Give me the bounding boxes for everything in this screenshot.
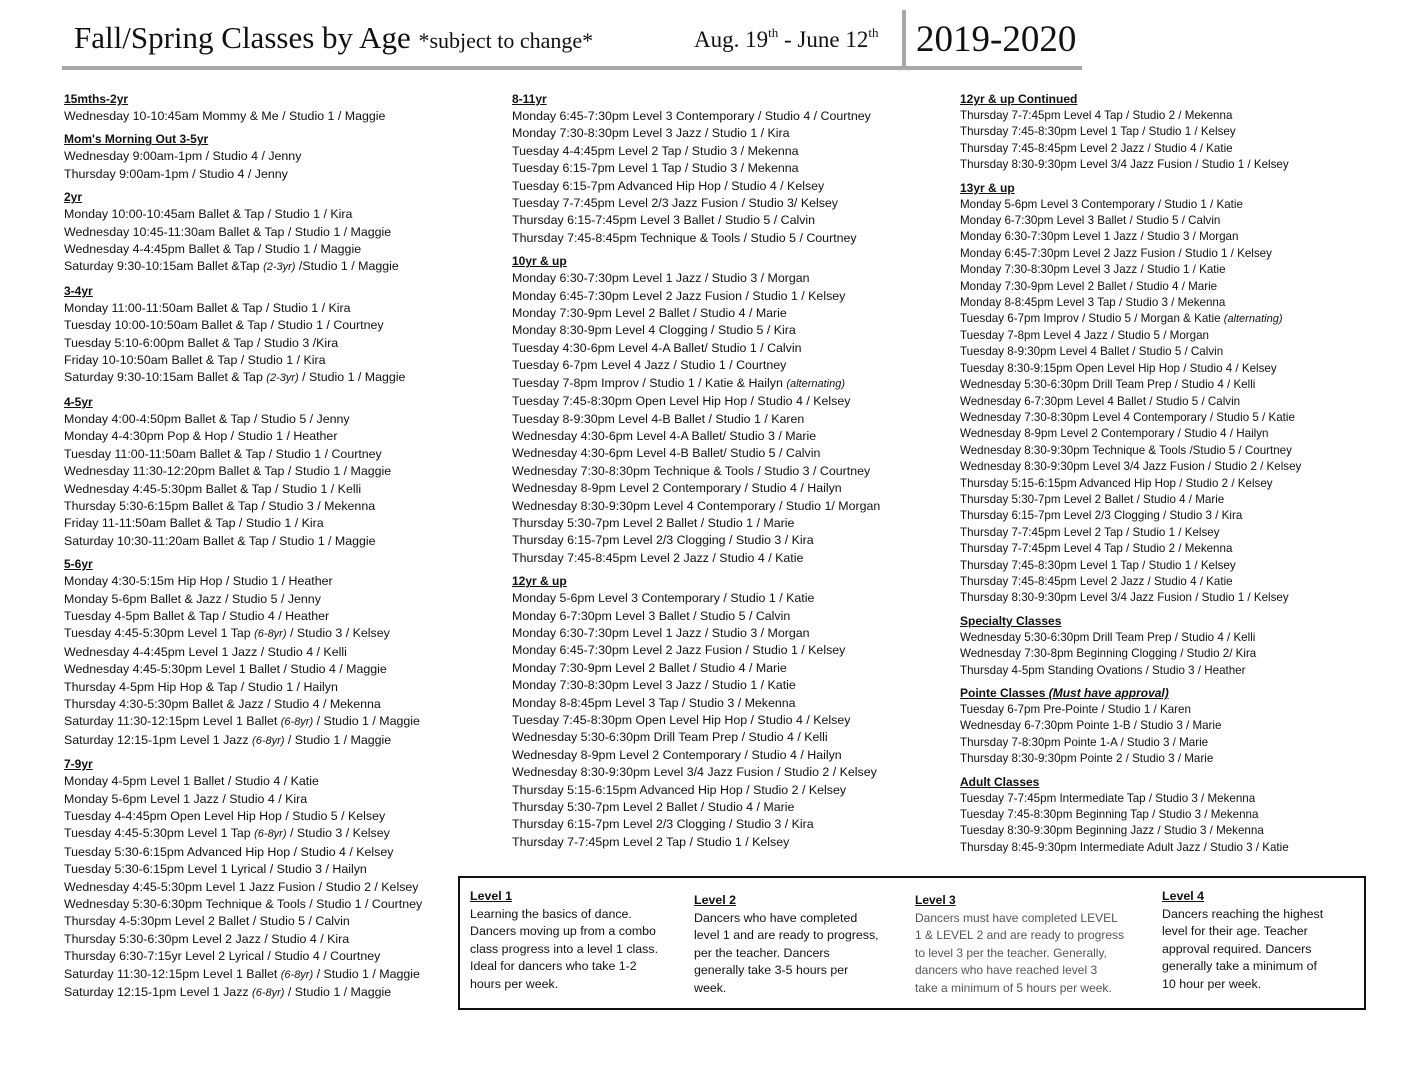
class-entry: Thursday 7:45-8:45pm Level 2 Jazz / Studio 4 / Katie <box>960 141 1233 155</box>
section-heading: 12yr & up Continued <box>960 92 1078 106</box>
class-entry: Tuesday 7-8pm Improv / Studio 1 / Katie & Hailyn (alternating) <box>512 375 846 390</box>
class-entry: Thursday 7-8:30pm Pointe 1-A / Studio 3 / Marie <box>960 735 1209 749</box>
class-entry: Monday 7:30-9pm Level 2 Ballet / Studio 4 / Marie <box>512 660 787 675</box>
class-entry: Thursday 9:00am-1pm / Studio 4 / Jenny <box>64 166 288 181</box>
subtitle-note: *subject to change* <box>418 28 594 53</box>
class-entry: Thursday 7:45-8:30pm Level 1 Tap / Studio 1 / Kelsey <box>960 558 1236 572</box>
level-text-line: Ideal for dancers who take 1-2 <box>470 959 637 974</box>
level-text-line: Dancers reaching the highest <box>1162 906 1324 921</box>
class-entry: Tuesday 6-7pm Level 4 Jazz / Studio 1 / Courtney <box>512 358 787 373</box>
class-entry: Tuesday 6:15-7pm Advanced Hip Hop / Studio 4 / Kelsey <box>512 178 825 193</box>
class-entry: Monday 7:30-8:30pm Level 3 Jazz / Studio 1 / Kira <box>512 126 790 141</box>
level-text-line: level 1 and are ready to progress, <box>694 928 879 943</box>
class-entry: Thursday 5:30-7pm Level 2 Ballet / Studio 4 / Marie <box>512 800 795 815</box>
class-entry: Monday 6:45-7:30pm Level 2 Jazz Fusion / Studio 1 / Kelsey <box>960 246 1272 260</box>
level-text-line: 10 hour per week. <box>1162 976 1262 991</box>
class-entry: Tuesday 4-4:45pm Level 2 Tap / Studio 3 / Mekenna <box>512 143 799 158</box>
date-end-suffix: th <box>868 25 879 40</box>
class-entry: Tuesday 6-7pm Pre-Pointe / Studio 1 / Karen <box>960 703 1191 716</box>
class-entry: Tuesday 5:30-6:15pm Level 1 Lyrical / Studio 3 / Hailyn <box>64 862 367 877</box>
class-entry: Tuesday 5:30-6:15pm Advanced Hip Hop / Studio 4 / Kelsey <box>64 844 394 859</box>
class-section <box>64 756 464 1002</box>
class-entry: Wednesday 10:45-11:30am Ballet & Tap / Studio 1 / Maggie <box>64 224 392 239</box>
class-entry: Wednesday 10-10:45am Mommy & Me / Studio 1 / Maggie <box>64 109 386 123</box>
class-entry: Monday 6:45-7:30pm Level 2 Jazz Fusion / Studio 1 / Kelsey <box>512 643 846 658</box>
italic-note: (Must have approval) <box>1048 686 1169 700</box>
title-text: Fall/Spring Classes by Age <box>74 20 411 55</box>
class-entry: Tuesday 8-9:30pm Level 4-B Ballet / Studio 1 / Karen <box>512 411 805 426</box>
class-entry: Tuesday 7-7:45pm Intermediate Tap / Studio 3 / Mekenna <box>960 791 1256 805</box>
class-entry: Saturday 11:30-12:15pm Level 1 Ballet (6-8yr) / Studio 1 / Maggie <box>64 714 420 729</box>
class-entry: Thursday 8:30-9:30pm Level 3/4 Jazz Fusion / Studio 1 / Kelsey <box>960 591 1289 605</box>
class-entry: Friday 11-11:50am Ballet & Tap / Studio 1 / Kira <box>64 516 324 531</box>
class-entry: Thursday 5:30-6:15pm Ballet & Tap / Studio 3 / Mekenna <box>64 498 376 513</box>
class-entry: Wednesday 6-7:30pm Pointe 1-B / Studio 3 / Marie <box>960 719 1222 733</box>
class-entry: Tuesday 7:45-8:30pm Open Level Hip Hop / Studio 4 / Kelsey <box>512 713 851 727</box>
class-entry: Wednesday 5:30-6:30pm Drill Team Prep / Studio 4 / Kelli <box>960 378 1256 392</box>
class-entry: Thursday 5:15-6:15pm Advanced Hip Hop / Studio 2 / Kelsey <box>960 476 1273 490</box>
class-entry: Monday 5-6pm Ballet & Jazz / Studio 5 / Jenny <box>64 591 321 606</box>
italic-note: (6-8yr) <box>280 716 314 729</box>
level-text-line: hours per week. <box>470 976 559 991</box>
class-entry: Thursday 6:15-7pm Level 2/3 Clogging / Studio 3 / Kira <box>960 509 1243 523</box>
italic-note: (2-3yr) <box>266 372 299 385</box>
class-entry: Thursday 4-5:30pm Level 2 Ballet / Studio 5 / Calvin <box>64 914 350 929</box>
class-entry: Thursday 7-7:45pm Level 4 Tap / Studio 2 / Mekenna <box>960 542 1233 556</box>
level-text-line: to level 3 per the teacher. Generally, <box>915 945 1107 960</box>
class-entry: Wednesday 9:00am-1pm / Studio 4 / Jenny <box>64 149 302 164</box>
level-1-description <box>470 888 675 994</box>
schedule-column-1 <box>64 91 464 1008</box>
class-entry: Saturday 12:15-1pm Level 1 Jazz (6-8yr) / Studio 1 / Maggie <box>64 732 392 747</box>
class-entry: Wednesday 4:30-6pm Level 4-B Ballet/ Studio 5 / Calvin <box>512 446 821 461</box>
level-2-description <box>694 892 894 998</box>
level-4-description <box>1162 888 1358 994</box>
section-heading: 7-9yr <box>64 757 93 772</box>
level-text-line: generally take a minimum of <box>1162 959 1317 974</box>
class-entry: Thursday 4:30-5:30pm Ballet & Jazz / Studio 4 / Mekenna <box>64 696 381 711</box>
class-section <box>960 774 1380 857</box>
date-separator: - <box>778 27 798 52</box>
level-heading: Level 2 <box>694 893 737 907</box>
class-entry: Saturday 9:30-10:15am Ballet & Tap (2-3yr) / Studio 1 / Maggie <box>64 370 406 385</box>
class-entry: Thursday 4-5pm Standing Ovations / Studio 3 / Heather <box>960 663 1246 677</box>
class-entry: Wednesday 8-9pm Level 2 Contemporary / Studio 4 / Hailyn <box>960 427 1269 441</box>
section-heading: 10yr & up <box>512 254 567 269</box>
class-section <box>512 253 932 567</box>
class-section <box>64 91 464 125</box>
level-descriptions-box <box>458 876 1366 1010</box>
section-heading: 15mths-2yr <box>64 92 129 106</box>
header-divider <box>62 66 1082 70</box>
class-entry: Thursday 7:45-8:30pm Level 1 Tap / Studio 1 / Kelsey <box>960 125 1236 139</box>
italic-note: (6-8yr) <box>254 828 287 841</box>
class-entry: Wednesday 8:30-9:30pm Technique & Tools /Studio 5 / Courtney <box>960 443 1292 457</box>
class-entry: Monday 5-6pm Level 3 Contemporary / Studio 1 / Katie <box>960 197 1243 211</box>
italic-note: (6-8yr) <box>280 968 314 981</box>
class-entry: Thursday 8:45-9:30pm Intermediate Adult Jazz / Studio 3 / Katie <box>960 840 1289 854</box>
class-entry: Tuesday 7:45-8:30pm Beginning Tap / Studio 3 / Mekenna <box>960 808 1259 822</box>
section-heading: Mom's Morning Out 3-5yr <box>64 132 209 147</box>
class-entry: Wednesday 4:45-5:30pm Level 1 Ballet / Studio 4 / Maggie <box>64 662 387 677</box>
class-entry: Monday 6-7:30pm Level 3 Ballet / Studio 5 / Calvin <box>512 608 791 623</box>
class-section <box>512 91 932 247</box>
italic-note: (alternating) <box>786 377 846 390</box>
section-heading: 12yr & up <box>512 574 567 589</box>
class-entry: Wednesday 4-4:45pm Ballet & Tap / Studio 1 / Maggie <box>64 242 362 257</box>
class-entry: Thursday 7:45-8:45pm Level 2 Jazz / Studio 4 / Katie <box>512 550 804 565</box>
class-entry: Wednesday 8-9pm Level 2 Contemporary / Studio 4 / Hailyn <box>512 747 842 762</box>
school-year: 2019-2020 <box>916 19 1077 60</box>
page-title <box>74 20 593 56</box>
date-start: Aug. 19 <box>694 27 769 52</box>
class-entry: Monday 6:30-7:30pm Level 1 Jazz / Studio 3 / Morgan <box>512 271 810 286</box>
class-section <box>64 394 464 550</box>
class-entry: Thursday 7-7:45pm Level 2 Tap / Studio 1 / Kelsey <box>960 525 1220 539</box>
class-entry: Tuesday 5:10-6:00pm Ballet & Tap / Studio 3 /Kira <box>64 335 339 350</box>
class-entry: Wednesday 5:30-6:30pm Drill Team Prep / Studio 4 / Kelli <box>960 630 1256 644</box>
class-entry: Wednesday 5:30-6:30pm Drill Team Prep / Studio 4 / Kelli <box>512 730 828 745</box>
level-text-line: generally take 3-5 hours per <box>694 963 849 978</box>
section-heading: 4-5yr <box>64 394 93 409</box>
class-entry: Tuesday 4-4:45pm Open Level Hip Hop / Studio 5 / Kelsey <box>64 809 386 823</box>
date-end: June 12 <box>797 27 869 52</box>
class-entry: Monday 5-6pm Level 3 Contemporary / Studio 1 / Katie <box>512 591 815 606</box>
class-entry: Monday 4:30-5:15m Hip Hop / Studio 1 / Heather <box>64 574 333 589</box>
class-entry: Monday 7:30-9pm Level 2 Ballet / Studio 4 / Marie <box>960 279 1218 293</box>
schedule-column-3 <box>960 91 1380 862</box>
class-entry: Monday 7:30-9pm Level 2 Ballet / Studio 4 / Marie <box>512 306 787 321</box>
class-entry: Thursday 7-7:45pm Level 4 Tap / Studio 2 / Mekenna <box>960 109 1233 122</box>
class-entry: Thursday 5:15-6:15pm Advanced Hip Hop / Studio 2 / Kelsey <box>512 782 847 797</box>
class-entry: Tuesday 4-5pm Ballet & Tap / Studio 4 / Heather <box>64 608 330 623</box>
class-entry: Monday 6:45-7:30pm Level 2 Jazz Fusion / Studio 1 / Kelsey <box>512 288 846 303</box>
class-entry: Tuesday 8:30-9:15pm Open Level Hip Hop / Studio 4 / Kelsey <box>960 361 1277 375</box>
class-entry: Friday 10-10:50am Ballet & Tap / Studio 1 / Kira <box>64 353 326 368</box>
section-heading: 8-11yr <box>512 92 547 106</box>
class-entry: Thursday 6:15-7pm Level 2/3 Clogging / Studio 3 / Kira <box>512 817 814 832</box>
class-entry: Wednesday 8:30-9:30pm Level 3/4 Jazz Fusion / Studio 2 / Kelsey <box>512 765 877 780</box>
class-entry: Wednesday 7:30-8:30pm Level 4 Contemporary / Studio 5 / Katie <box>960 410 1295 424</box>
header-divider-vertical <box>902 10 906 68</box>
class-entry: Thursday 6:15-7:45pm Level 3 Ballet / Studio 5 / Calvin <box>512 213 816 228</box>
level-text-line: class progress into a level 1 class. <box>470 941 659 956</box>
class-entry: Thursday 5:30-6:30pm Level 2 Jazz / Studio 4 / Kira <box>64 931 350 946</box>
class-entry: Tuesday 6:15-7pm Level 1 Tap / Studio 3 / Mekenna <box>512 161 799 176</box>
date-start-suffix: th <box>768 25 779 40</box>
class-entry: Wednesday 4-4:45pm Level 1 Jazz / Studio 4 / Kelli <box>64 644 347 659</box>
class-entry: Monday 5-6pm Level 1 Jazz / Studio 4 / Kira <box>64 791 308 806</box>
class-entry: Tuesday 11:00-11:50am Ballet & Tap / Studio 1 / Courtney <box>64 446 382 461</box>
class-entry: Wednesday 11:30-12:20pm Ballet & Tap / Studio 1 / Maggie <box>64 464 392 479</box>
class-entry: Thursday 4-5pm Hip Hop & Tap / Studio 1 / Hailyn <box>64 679 338 694</box>
class-entry: Wednesday 6-7:30pm Level 4 Ballet / Studio 5 / Calvin <box>960 394 1241 408</box>
class-section <box>64 131 464 183</box>
class-entry: Thursday 8:30-9:30pm Level 3/4 Jazz Fusion / Studio 1 / Kelsey <box>960 158 1289 172</box>
section-heading: Pointe Classes (Must have approval) <box>960 686 1169 700</box>
class-section <box>960 685 1380 768</box>
class-entry: Thursday 7:45-8:45pm Level 2 Jazz / Studio 4 / Katie <box>960 574 1233 588</box>
class-entry: Wednesday 8:30-9:30pm Level 4 Contemporary / Studio 1/ Morgan <box>512 498 881 513</box>
class-section <box>64 283 464 388</box>
class-entry: Monday 6:45-7:30pm Level 3 Contemporary / Studio 4 / Courtney <box>512 109 871 123</box>
class-entry: Wednesday 5:30-6:30pm Technique & Tools / Studio 1 / Courtney <box>64 897 423 912</box>
class-entry: Tuesday 6-7pm Improv / Studio 5 / Morgan & Katie (alternating) <box>960 312 1283 326</box>
class-entry: Tuesday 4:45-5:30pm Level 1 Tap (6-8yr) / Studio 3 / Kelsey <box>64 626 390 641</box>
level-heading: Level 4 <box>1162 889 1205 903</box>
class-entry: Monday 4-4:30pm Pop & Hop / Studio 1 / Heather <box>64 429 338 444</box>
class-entry: Monday 6-7:30pm Level 3 Ballet / Studio 5 / Calvin <box>960 214 1221 228</box>
class-entry: Wednesday 8:30-9:30pm Level 3/4 Jazz Fusion / Studio 2 / Kelsey <box>960 460 1302 474</box>
class-entry: Monday 7:30-8:30pm Level 3 Jazz / Studio 1 / Katie <box>960 263 1226 277</box>
italic-note: (6-8yr) <box>252 987 285 1000</box>
class-entry: Wednesday 8-9pm Level 2 Contemporary / Studio 4 / Hailyn <box>512 481 842 496</box>
class-entry: Thursday 6:15-7pm Level 2/3 Clogging / Studio 3 / Kira <box>512 533 814 548</box>
class-entry: Thursday 6:30-7:15yr Level 2 Lyrical / Studio 4 / Courtney <box>64 949 381 964</box>
class-entry: Monday 8:30-9pm Level 4 Clogging / Studio 5 / Kira <box>512 323 796 338</box>
section-heading: 5-6yr <box>64 557 93 572</box>
date-range <box>694 25 878 53</box>
level-text-line: dancers who have reached level 3 <box>915 963 1098 978</box>
section-heading: 13yr & up <box>960 180 1015 195</box>
class-entry: Wednesday 7:30-8pm Beginning Clogging / Studio 2/ Kira <box>960 647 1257 661</box>
level-text-line: Dancers who have completed <box>694 910 858 925</box>
class-entry: Saturday 12:15-1pm Level 1 Jazz (6-8yr) / Studio 1 / Maggie <box>64 985 392 1000</box>
level-text-line: Learning the basics of dance. <box>470 906 632 921</box>
class-entry: Monday 11:00-11:50am Ballet & Tap / Studio 1 / Kira <box>64 300 351 315</box>
section-heading: 2yr <box>64 190 83 205</box>
class-entry: Thursday 8:30-9:30pm Pointe 2 / Studio 3 / Marie <box>960 752 1214 766</box>
class-entry: Tuesday 4:45-5:30pm Level 1 Tap (6-8yr) / Studio 3 / Kelsey <box>64 826 390 841</box>
italic-note: (6-8yr) <box>252 734 285 747</box>
class-entry: Tuesday 8:30-9:30pm Beginning Jazz / Studio 3 / Mekenna <box>960 824 1264 838</box>
class-entry: Monday 8-8:45pm Level 3 Tap / Studio 3 / Mekenna <box>512 695 796 710</box>
class-section <box>64 189 464 277</box>
level-text-line: Dancers moving up from a combo <box>470 924 656 939</box>
class-entry: Tuesday 4:30-6pm Level 4-A Ballet/ Studio 1 / Calvin <box>512 340 802 355</box>
class-section <box>512 573 932 851</box>
class-entry: Saturday 10:30-11:20am Ballet & Tap / Studio 1 / Maggie <box>64 533 376 548</box>
italic-note: (6-8yr) <box>254 628 287 641</box>
class-entry: Wednesday 4:45-5:30pm Level 1 Jazz Fusion / Studio 2 / Kelsey <box>64 879 419 894</box>
class-section <box>960 613 1380 679</box>
level-text-line: level for their age. Teacher <box>1162 924 1308 939</box>
class-entry: Tuesday 7-7:45pm Level 2/3 Jazz Fusion / Studio 3/ Kelsey <box>512 196 839 211</box>
class-entry: Tuesday 7-8pm Level 4 Jazz / Studio 5 / Morgan <box>960 328 1209 342</box>
class-entry: Monday 6:30-7:30pm Level 1 Jazz / Studio 3 / Morgan <box>960 230 1239 244</box>
class-entry: Monday 4:00-4:50pm Ballet & Tap / Studio 5 / Jenny <box>64 411 350 426</box>
italic-note: (alternating) <box>1223 313 1283 326</box>
level-text-line: take a minimum of 5 hours per week. <box>915 980 1112 995</box>
level-text-line: week. <box>694 980 727 995</box>
class-entry: Tuesday 7:45-8:30pm Open Level Hip Hop / Studio 4 / Kelsey <box>512 394 851 409</box>
level-text-line: per the teacher. Dancers <box>694 945 830 960</box>
class-entry: Thursday 5:30-7pm Level 2 Ballet / Studio 4 / Marie <box>960 492 1225 506</box>
class-section <box>960 91 1380 174</box>
class-entry: Monday 6:30-7:30pm Level 1 Jazz / Studio 3 / Morgan <box>512 625 810 640</box>
level-heading: Level 1 <box>470 889 513 903</box>
class-section <box>960 180 1380 607</box>
level-text-line: 1 & LEVEL 2 and are ready to progress <box>915 928 1125 943</box>
class-entry: Tuesday 8-9:30pm Level 4 Ballet / Studio 5 / Calvin <box>960 345 1224 359</box>
class-entry: Wednesday 4:45-5:30pm Ballet & Tap / Studio 1 / Kelli <box>64 481 362 496</box>
class-entry: Wednesday 7:30-8:30pm Technique & Tools / Studio 3 / Courtney <box>512 463 871 478</box>
class-entry: Monday 8-8:45pm Level 3 Tap / Studio 3 / Mekenna <box>960 296 1226 310</box>
class-section <box>64 556 464 750</box>
section-heading: 3-4yr <box>64 283 93 298</box>
class-entry: Monday 7:30-8:30pm Level 3 Jazz / Studio 1 / Katie <box>512 678 796 693</box>
class-entry: Wednesday 4:30-6pm Level 4-A Ballet/ Studio 3 / Marie <box>512 428 817 443</box>
italic-note: (2-3yr) <box>263 261 296 274</box>
class-entry: Saturday 9:30-10:15am Ballet &Tap (2-3yr) /Studio 1 / Maggie <box>64 259 399 274</box>
class-entry: Monday 10:00-10:45am Ballet & Tap / Studio 1 / Kira <box>64 207 353 222</box>
class-entry: Monday 4-5pm Level 1 Ballet / Studio 4 / Katie <box>64 774 319 789</box>
schedule-column-2 <box>512 91 932 857</box>
section-heading: Specialty Classes <box>960 613 1062 628</box>
class-entry: Thursday 7:45-8:45pm Technique & Tools / Studio 5 / Courtney <box>512 230 857 245</box>
class-entry: Thursday 5:30-7pm Level 2 Ballet / Studio 1 / Marie <box>512 515 795 530</box>
level-text-line: Dancers must have completed LEVEL <box>915 910 1118 925</box>
level-3-description <box>915 892 1141 998</box>
level-heading: Level 3 <box>915 893 956 907</box>
section-heading: Adult Classes <box>960 774 1040 789</box>
level-text-line: approval required. Dancers <box>1162 941 1312 956</box>
class-entry: Thursday 7-7:45pm Level 2 Tap / Studio 1 / Kelsey <box>512 834 790 849</box>
class-entry: Saturday 11:30-12:15pm Level 1 Ballet (6-8yr) / Studio 1 / Maggie <box>64 966 420 981</box>
class-entry: Tuesday 10:00-10:50am Ballet & Tap / Studio 1 / Courtney <box>64 318 384 333</box>
